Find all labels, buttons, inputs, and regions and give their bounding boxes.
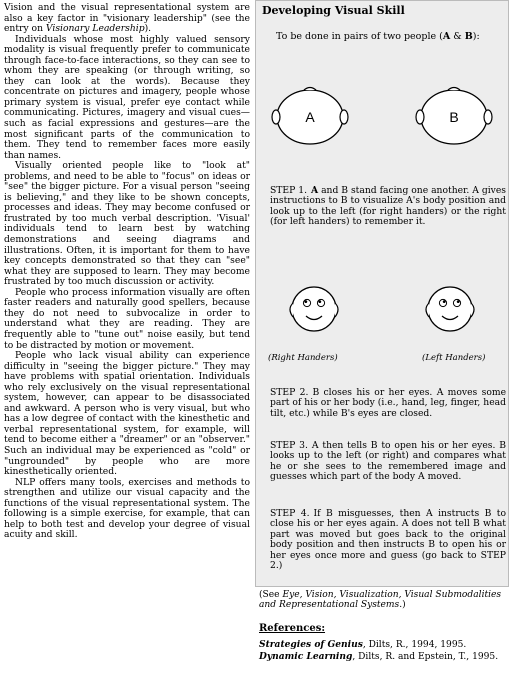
see-also xyxy=(259,590,509,611)
intro-text: To be done in pairs of two people ( xyxy=(276,31,443,42)
step-3 xyxy=(270,441,506,483)
reference-title: Dynamic Learning xyxy=(259,651,353,662)
reference-item xyxy=(259,640,509,650)
head-a-label: A xyxy=(305,109,315,125)
paragraph-2: Individuals whose most highly valued sensory modality is visual frequently prefer to communicate through face-to-face interactions, so they can see to whom they are speaking (or through writing, so they can look at the words). Because they concentrate on pictures and imagery, people whose primary system is visual, prefer eye contact while communicating. Pictures, imagery and visual cues—such as facial expressions and gestures—are the most significant parts of the communication to them. They tend to remember faces more easily than names. xyxy=(4,33,250,161)
intro-b: B xyxy=(464,31,473,42)
step-4 xyxy=(270,509,506,571)
paragraph-1 xyxy=(4,3,250,35)
step-3-label: STEP 3. xyxy=(270,440,308,451)
paragraph-1-end: ). xyxy=(144,23,152,35)
face-left-handers xyxy=(426,287,474,331)
head-a-top-view xyxy=(272,88,348,145)
reference-title: Strategies of Genius xyxy=(259,639,363,650)
paragraph-1-text: Vision and the visual representational system are also a key factor in "visionary leadership" (see the entry on xyxy=(4,2,250,35)
step-2-text: B closes his or her eyes. A moves some part of his or her body (i.e., hand, leg, finger, head tilt, etc.) while B's eyes are closed. xyxy=(270,387,507,419)
paragraph-6: NLP offers many tools, exercises and methods to strengthen and utilize our visual capacity and the functions of the visual representational system. The following is a simple exercise, for example, that can help to both test and develop your degree of visual acuity and skill. xyxy=(4,476,250,541)
step-1-lead: A xyxy=(311,185,319,196)
box-title: Developing Visual Skill xyxy=(262,4,405,17)
see-also-suffix: ) xyxy=(402,600,406,611)
reference-details: , Dilts, R. and Epstein, T., 1995. xyxy=(352,652,499,662)
exercise-box xyxy=(255,0,509,587)
face-right-handers xyxy=(290,287,338,331)
visionary-leadership-ref: Visionary Leadership xyxy=(45,23,145,35)
reference-details: , Dilts, R., 1994, 1995. xyxy=(362,640,467,650)
step-1 xyxy=(270,186,506,228)
paragraph-3: Visually oriented people like to "look at" problems, and need to be able to "focus" on ideas or "see" the bigger picture. For a visual person "seeing is believing," and they like to be shown concepts, processes and ideas. They may become confused or frustrated by too much verbal description. 'Visual' individuals tend to learn best by watching demonstrations and seeing diagrams and illustrations. Often, it is important for them to have key concepts demonstrated so that they can "see" what they are supposed to learn. They may become frustrated by too much discussion or activity. xyxy=(4,160,250,288)
step-4-text: If B misguesses, then A instructs B to close his or her eyes again. A does not tell B what part was moved but goes back to the original body position and then instructs B to open his or her eyes once more and guess (go back to STEP 2.) xyxy=(270,508,506,572)
paragraph-5: People who lack visual ability can experience difficulty in "seeing the bigger picture." They may have problems with spatial orientation. Individuals who rely exclusively on the visual representational system, however, can appear to be disassociated and awkward. A person who is very visual, but who has a low degree of contact with the kinesthetic and verbal representational system, for example, will tend to become either a "dreamer" or an "observer." Such an individual may be experienced as "cold" or "ungrounded" by people who are more kinesthetically oriented. xyxy=(4,350,250,478)
top-view-heads-illustration xyxy=(268,83,498,153)
step-2-label: STEP 2. xyxy=(270,387,309,398)
references-heading: References: xyxy=(259,623,326,634)
intro-a: A xyxy=(442,31,451,42)
step-2 xyxy=(270,388,506,419)
intro-amp: & xyxy=(450,31,465,42)
left-column xyxy=(4,3,250,541)
step-1-label: STEP 1. xyxy=(270,185,308,196)
caption-left-handers: (Left Handers) xyxy=(422,353,486,363)
step-3-text: A then tells B to open his or her eyes. B looks up to the left (or right) and compares what he or she sees to the remembered image and guesses which part of the body A moved. xyxy=(270,440,506,483)
see-also-links: Eye, Vision, Visualization, Visual Submodalities and Representational Systems. xyxy=(259,590,502,611)
intro-end: ): xyxy=(472,31,480,42)
head-b-label: B xyxy=(449,109,459,125)
step-4-label: STEP 4. xyxy=(270,508,310,519)
box-intro xyxy=(276,32,480,42)
caption-right-handers: (Right Handers) xyxy=(268,353,338,363)
head-b-top-view xyxy=(416,88,492,145)
paragraph-4: People who process information visually are often faster readers and naturally good spellers, because they do not need to subvocalize in order to understand what they are reading. They are frequently able to "tune out" noise easily, but tend to be distracted by motion or movement. xyxy=(4,286,250,351)
reference-item xyxy=(259,652,509,662)
see-also-prefix: (See xyxy=(259,590,283,600)
step-1-text: and B stand facing one another. A gives instructions to B to visualize A's body position and look up to the left (for right handers) or the right (for left handers) to remember it. xyxy=(270,185,507,228)
faces-illustration xyxy=(266,271,502,351)
